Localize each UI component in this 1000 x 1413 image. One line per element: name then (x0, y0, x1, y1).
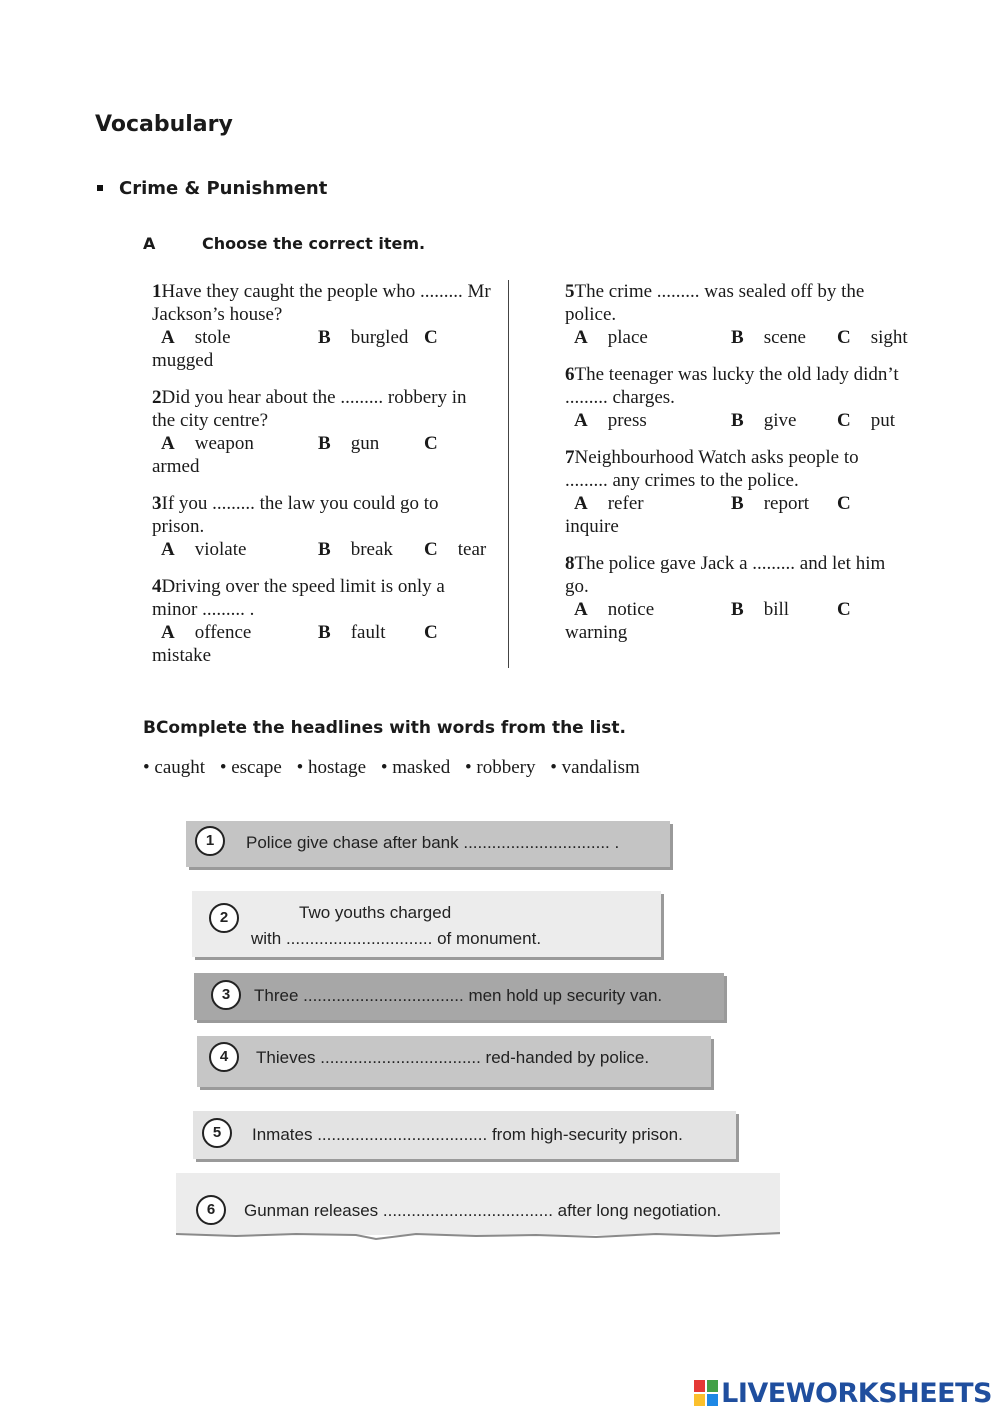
headline-text[interactable]: Gunman releases .................................... after long negotiation. (244, 1201, 722, 1220)
option-letter: B (731, 327, 744, 348)
headline-text[interactable]: Police give chase after bank ............................... . (246, 833, 620, 852)
question-4 (152, 575, 492, 667)
option-text: gun (350, 433, 380, 454)
option-letter: B (318, 327, 331, 348)
question-2 (152, 386, 492, 478)
headline-5 (193, 1111, 736, 1159)
question-number: 1 (152, 281, 162, 302)
option-text: bill (763, 599, 790, 620)
section-subtitle: Crime & Punishment (119, 178, 328, 199)
word-item: • vandalism (550, 757, 640, 778)
headline-text[interactable]: Thieves .................................. red-handed by police. (256, 1048, 650, 1067)
question-number: 3 (152, 493, 162, 514)
word-item: • caught (143, 757, 206, 778)
option-text: press (607, 410, 647, 431)
headline-1 (186, 821, 670, 867)
question-number: 5 (565, 281, 575, 302)
option-text: place (607, 327, 648, 348)
option-letter: C (424, 539, 438, 560)
headline-number: 5 (202, 1118, 232, 1148)
option-b[interactable] (318, 621, 386, 644)
option-text: offence (194, 622, 252, 643)
question-3 (152, 492, 492, 561)
option-c[interactable]: inquire (565, 516, 619, 537)
bullet-square-icon (97, 185, 103, 191)
option-text: fault (350, 622, 386, 643)
option-a[interactable] (574, 598, 654, 621)
option-letter: A (161, 622, 175, 643)
option-letter: A (161, 327, 175, 348)
word-list (143, 757, 650, 779)
question-text: The crime ......... was sealed off by the police. (565, 281, 865, 325)
option-c-letter[interactable]: C (837, 599, 851, 620)
headline-number: 4 (209, 1042, 239, 1072)
option-text: burgled (350, 327, 409, 348)
section-b-title: BComplete the headlines with words from the list. (143, 718, 626, 738)
option-c[interactable]: armed (152, 456, 200, 477)
option-letter: C (837, 410, 851, 431)
logo-text: LIVEWORKSHEETS (721, 1377, 992, 1409)
question-text: Did you hear about the ......... robbery in the city centre? (152, 387, 467, 431)
question-text: Neighbourhood Watch asks people to ......... any crimes to the police. (565, 447, 859, 491)
section-a-instruction: Choose the correct item. (202, 234, 426, 253)
question-5 (565, 280, 908, 349)
headline-text-line2[interactable]: with ............................... of monument. (251, 929, 542, 948)
option-b[interactable] (318, 538, 393, 561)
question-number: 8 (565, 553, 575, 574)
option-b[interactable] (731, 598, 789, 621)
option-a[interactable] (574, 492, 644, 515)
option-c-letter[interactable]: C (837, 493, 851, 514)
option-letter: A (574, 410, 588, 431)
option-letter: C (837, 327, 851, 348)
page-title: Vocabulary (95, 112, 233, 137)
question-number: 2 (152, 387, 162, 408)
headline-2 (192, 891, 661, 957)
option-b[interactable] (318, 432, 379, 455)
option-text: break (350, 539, 393, 560)
headline-number: 1 (195, 826, 225, 856)
option-c[interactable]: mugged (152, 350, 214, 371)
option-c[interactable]: warning (565, 622, 628, 643)
section-a-letter: A (143, 234, 156, 253)
option-text: sight (870, 327, 908, 348)
option-text: give (763, 410, 797, 431)
column-divider (508, 280, 509, 668)
option-letter: B (318, 433, 331, 454)
word-item: • escape (219, 757, 282, 778)
torn-edge (176, 1231, 780, 1245)
word-item: • robbery (465, 757, 536, 778)
question-7 (565, 446, 905, 538)
option-letter: A (574, 327, 588, 348)
option-text: report (763, 493, 810, 514)
logo-icon (694, 1380, 718, 1406)
option-text: stole (194, 327, 231, 348)
option-text: scene (763, 327, 806, 348)
headline-3 (194, 973, 724, 1020)
question-text: If you ......... the law you could go to prison. (152, 493, 439, 537)
question-number: 6 (565, 364, 575, 385)
option-text: tear (457, 539, 487, 560)
option-b[interactable] (731, 326, 806, 349)
option-b[interactable] (731, 492, 809, 515)
option-c-letter[interactable]: C (424, 327, 438, 348)
word-item: • hostage (296, 757, 367, 778)
option-b[interactable] (318, 326, 408, 349)
option-c[interactable]: mistake (152, 645, 212, 666)
option-a[interactable] (161, 326, 231, 349)
headline-4 (197, 1036, 711, 1087)
option-c[interactable] (837, 409, 895, 432)
option-letter: B (731, 410, 744, 431)
option-c-letter[interactable]: C (424, 433, 438, 454)
option-text: refer (607, 493, 644, 514)
option-text: weapon (194, 433, 254, 454)
option-a[interactable] (161, 538, 246, 561)
headline-text[interactable]: Inmates .................................... from high-security prison. (252, 1125, 683, 1144)
option-c[interactable] (424, 538, 486, 561)
option-text: put (870, 410, 896, 431)
headline-6 (176, 1173, 780, 1235)
option-a[interactable] (574, 326, 648, 349)
question-8 (565, 552, 905, 644)
question-6 (565, 363, 905, 432)
question-number: 4 (152, 576, 162, 597)
option-letter: A (161, 433, 175, 454)
option-a[interactable] (161, 621, 251, 644)
option-letter: B (318, 539, 331, 560)
option-a[interactable] (574, 409, 647, 432)
word-item: • masked (380, 757, 451, 778)
option-a[interactable] (161, 432, 254, 455)
option-letter: A (574, 599, 588, 620)
option-text: violate (194, 539, 247, 560)
option-letter: B (731, 599, 744, 620)
question-text: The police gave Jack a ......... and let him go. (565, 553, 886, 597)
option-letter: A (161, 539, 175, 560)
headline-number: 6 (196, 1195, 226, 1225)
question-1 (152, 280, 492, 372)
headline-number: 3 (211, 980, 241, 1010)
option-letter: B (318, 622, 331, 643)
liveworksheets-logo[interactable] (694, 1376, 992, 1410)
option-c[interactable] (837, 326, 908, 349)
question-text: Driving over the speed limit is only a minor ......... . (152, 576, 445, 620)
option-letter: B (731, 493, 744, 514)
headline-text-line1[interactable]: Two youths charged (299, 903, 452, 922)
option-text: notice (607, 599, 655, 620)
question-number: 7 (565, 447, 575, 468)
question-text: Have they caught the people who ......... Mr Jackson’s house? (152, 281, 491, 325)
option-b[interactable] (731, 409, 796, 432)
option-letter: A (574, 493, 588, 514)
headline-number: 2 (209, 903, 239, 933)
option-c-letter[interactable]: C (424, 622, 438, 643)
headline-text[interactable]: Three .................................. men hold up security van. (254, 986, 663, 1005)
question-text: The teenager was lucky the old lady didn’t ......... charges. (565, 364, 899, 408)
